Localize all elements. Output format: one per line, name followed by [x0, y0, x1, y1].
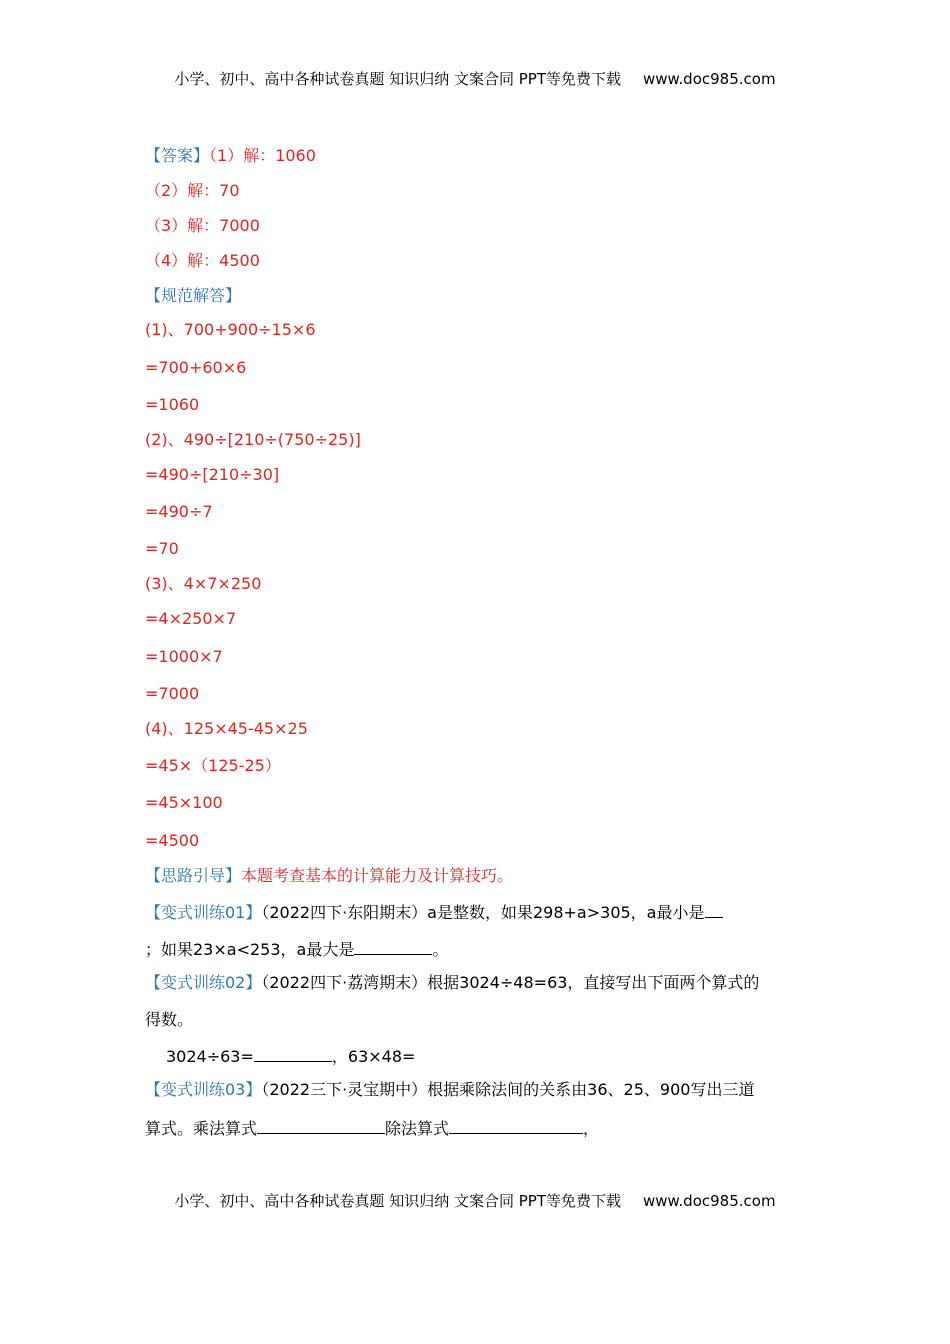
- solution-tag: 【规范解答】: [145, 286, 242, 305]
- answer-4: （4）解：4500: [145, 251, 260, 270]
- exercise-2-line-1: [145, 973, 759, 993]
- exercise-2-q2: ，63×48=: [331, 1047, 416, 1066]
- exercise-1-tag: 【变式训练01】: [145, 903, 262, 922]
- exercise-3-multiply-label: 算式。乘法算式: [145, 1119, 258, 1138]
- solution-step: =490÷[210÷30]: [145, 465, 280, 484]
- exercise-1-line-1: [145, 901, 723, 923]
- solution-step: =490÷7: [145, 502, 213, 521]
- solution-step: (2)、490÷[210÷(750÷25)]: [145, 430, 361, 449]
- answer-blank[interactable]: [254, 1045, 332, 1062]
- footer-url[interactable]: www.doc985.com: [642, 1192, 776, 1210]
- exercise-3-line-2: [145, 1117, 599, 1139]
- exercise-3-text: （2022三下·灵宝期中）根据乘除法间的关系由36、25、900写出三道: [261, 1080, 755, 1099]
- exercise-2-line-2: 得数。: [145, 1010, 194, 1029]
- exercise-1-text-2: ；如果23×a<253，a最大是: [145, 940, 355, 959]
- exercise-2-q1: 3024÷63=: [166, 1047, 254, 1066]
- solution-step: =45×（125-25）: [145, 756, 281, 775]
- answer-blank[interactable]: [449, 1117, 583, 1134]
- exercise-3-tag: 【变式训练03】: [145, 1080, 262, 1099]
- solution-step: =4500: [145, 831, 200, 850]
- solution-step: (4)、125×45-45×25: [145, 719, 308, 738]
- footer-text: 小学、初中、高中各种试卷真题 知识归纳 文案合同 PPT等免费下载: [174, 1192, 621, 1210]
- page-footer: [0, 1190, 950, 1211]
- answer-tag: 【答案】: [145, 146, 210, 165]
- header-url[interactable]: www.doc985.com: [642, 70, 776, 88]
- exercise-3-comma: ，: [583, 1119, 600, 1138]
- exercise-2-tag: 【变式训练02】: [145, 973, 262, 992]
- answer-blank[interactable]: [257, 1117, 385, 1134]
- exercise-2-line-3: [166, 1045, 415, 1067]
- guide-tag: 【思路引导】: [145, 866, 242, 885]
- exercise-1-text: （2022四下·东阳期末）a是整数，如果298+a>305，a最小是: [261, 903, 705, 922]
- answer-2: （2）解：70: [145, 181, 240, 200]
- header-text: 小学、初中、高中各种试卷真题 知识归纳 文案合同 PPT等免费下载: [174, 70, 621, 88]
- answer-blank[interactable]: [705, 901, 723, 918]
- solution-step: =7000: [145, 684, 200, 703]
- exercise-3-line-1: [145, 1080, 754, 1100]
- guide-text: 本题考查基本的计算能力及计算技巧。: [241, 866, 514, 885]
- answer-blank[interactable]: [354, 938, 432, 955]
- page-header: [0, 68, 950, 89]
- solution-step: (3)、4×7×250: [145, 574, 262, 593]
- exercise-1-line-2: [145, 938, 448, 960]
- solution-step: =700+60×6: [145, 358, 247, 377]
- exercise-3-divide-label: 除法算式: [385, 1119, 450, 1138]
- answer-1: （1）解：1060: [209, 146, 316, 165]
- answer-3: （3）解：7000: [145, 216, 260, 235]
- solution-step: =1060: [145, 395, 200, 414]
- guide-line: [145, 866, 513, 886]
- exercise-2-text: （2022四下·荔湾期末）根据3024÷48=63，直接写出下面两个算式的: [261, 973, 760, 992]
- solution-step: =4×250×7: [145, 609, 237, 628]
- solution-step: =1000×7: [145, 647, 223, 666]
- solution-step: (1)、700+900÷15×6: [145, 320, 316, 339]
- exercise-1-period: 。: [432, 940, 449, 959]
- solution-step: =70: [145, 539, 179, 558]
- solution-step: =45×100: [145, 793, 223, 812]
- answer-line-1: [145, 146, 316, 166]
